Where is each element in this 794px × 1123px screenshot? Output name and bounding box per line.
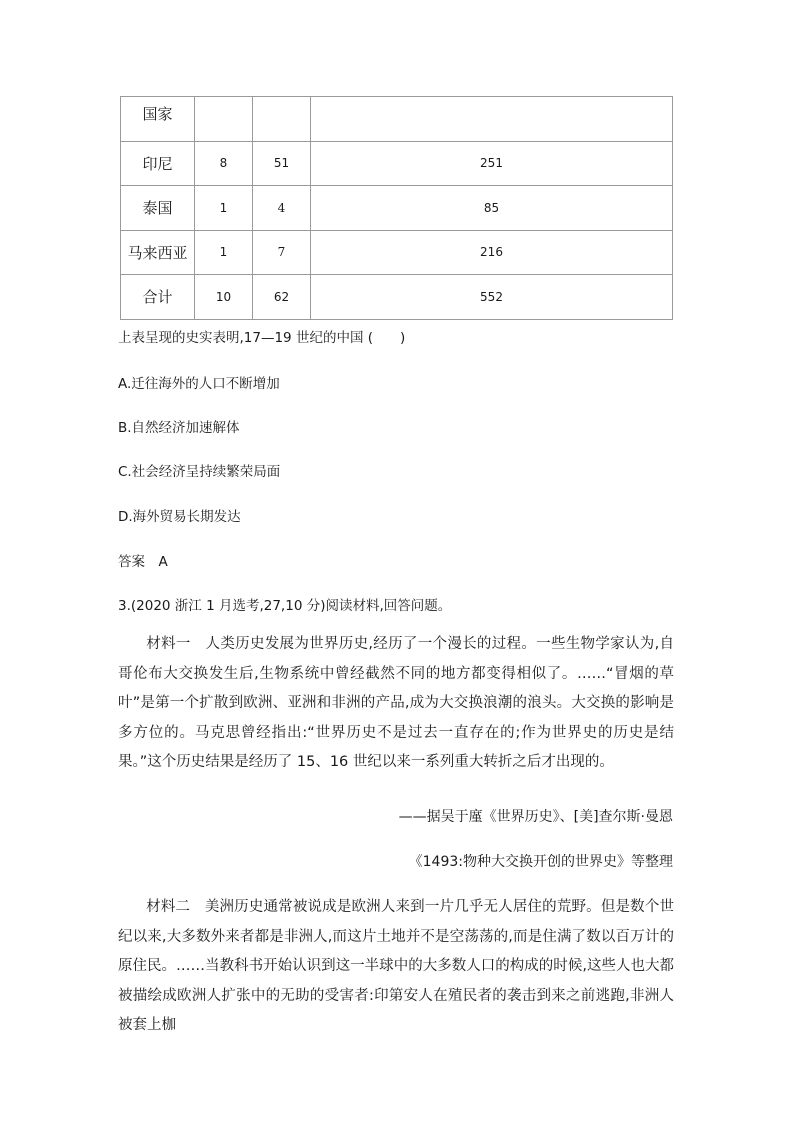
table-cell: 1 bbox=[195, 230, 253, 275]
material-two-paragraph bbox=[118, 893, 674, 1041]
table-row bbox=[121, 230, 673, 275]
option-d: D.海外贸易长期发达 bbox=[118, 509, 241, 525]
population-table bbox=[120, 96, 673, 320]
table-cell-country: 印尼 bbox=[121, 141, 195, 186]
option-a: A.迁往海外的人口不断增加 bbox=[118, 376, 280, 392]
material-one-text: 材料一 人类历史发展为世界历史,经历了一个漫长的过程。一些生物学家认为,自哥伦布大交换发生后,生物系统中曾经截然不同的地方都变得相似了。……“冒烟的草叶”是第一个扩散到欧洲、亚洲和非洲的产品,成为大交换浪潮的浪头。大交换的影响是多方位的。马克思曾经指出:“世界历史不是过去一直存在的;作为世界史的历史是结果。”这个历史结果是经历了 15、16 世纪以来一系列重大转折之后才出现的。 bbox=[118, 636, 674, 770]
option-b: B.自然经济加速解体 bbox=[118, 420, 240, 436]
table-row bbox=[121, 275, 673, 320]
table-cell-country: 马来西亚 bbox=[121, 230, 195, 275]
table-cell: 7 bbox=[253, 230, 311, 275]
table-header-row bbox=[121, 97, 673, 142]
table-cell: 4 bbox=[253, 186, 311, 231]
table-header-cell bbox=[253, 97, 311, 142]
table-row bbox=[121, 141, 673, 186]
table-cell: 552 bbox=[311, 275, 673, 320]
question-stem: 上表呈现的史实表明,17—19 世纪的中国 ( ) bbox=[118, 330, 406, 346]
table-header-country: 国家 bbox=[121, 97, 195, 142]
table-header-cell bbox=[195, 97, 253, 142]
table-cell: 51 bbox=[253, 141, 311, 186]
table-cell: 62 bbox=[253, 275, 311, 320]
table-row bbox=[121, 186, 673, 231]
table-cell: 216 bbox=[311, 230, 673, 275]
source-line-1: ——据吴于廑《世界历史》、[美]查尔斯·曼恩 bbox=[398, 809, 673, 825]
table-cell-country: 泰国 bbox=[121, 186, 195, 231]
source-line-2: 《1493:物种大交换开创的世界史》等整理 bbox=[408, 854, 673, 870]
table-cell-country: 合计 bbox=[121, 275, 195, 320]
table-cell: 10 bbox=[195, 275, 253, 320]
table-header-cell bbox=[311, 97, 673, 142]
table-cell: 251 bbox=[311, 141, 673, 186]
table-cell: 85 bbox=[311, 186, 673, 231]
material-two-text: 材料二 美洲历史通常被说成是欧洲人来到一片几乎无人居住的荒野。但是数个世纪以来,大多数外来者都是非洲人,而这片土地并不是空荡荡的,而是住满了数以百万计的原住民。……当教科书开始认识到这一半球中的大多数人口的构成的时候,这些人也大都被描绘成欧洲人扩张中的无助的受害者:印第安人在殖民者的袭击到来之前逃跑,非洲人被套上枷 bbox=[118, 899, 674, 1033]
table-cell: 1 bbox=[195, 186, 253, 231]
question-3-title: 3.(2020 浙江 1 月选考,27,10 分)阅读材料,回答问题。 bbox=[118, 598, 452, 614]
table-cell: 8 bbox=[195, 141, 253, 186]
option-c: C.社会经济呈持续繁荣局面 bbox=[118, 464, 281, 480]
material-one-paragraph bbox=[118, 630, 674, 778]
answer-line: 答案 A bbox=[118, 554, 168, 570]
